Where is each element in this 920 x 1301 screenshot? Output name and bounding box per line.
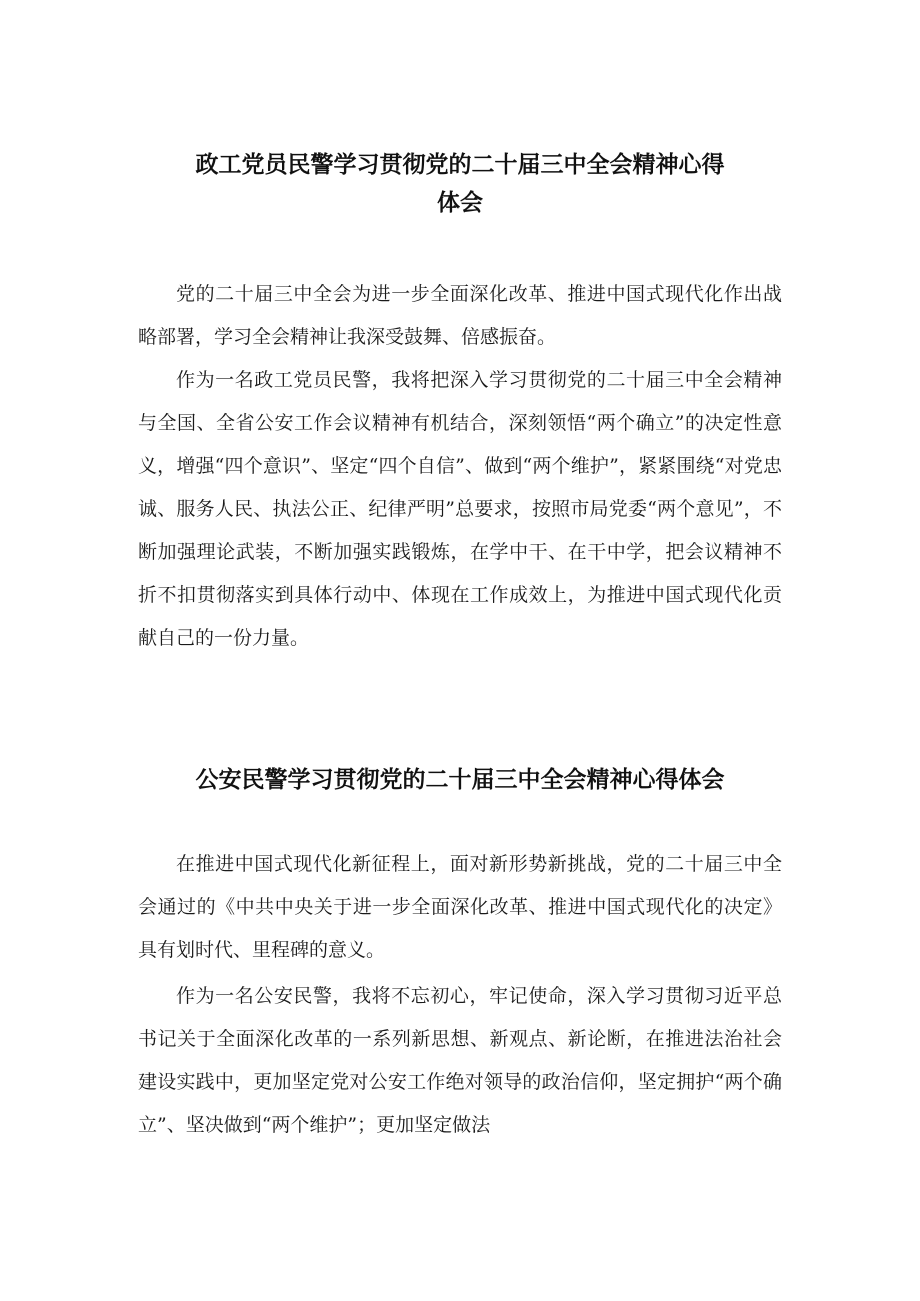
- section1-paragraph-1: 党的二十届三中全会为进一步全面深化改革、推进中国式现代化作出战略部署，学习全会精神让我深受鼓舞、倍感振奋。: [138, 283, 782, 348]
- section1-title: [138, 146, 782, 222]
- section1-title-line2: 体会: [437, 190, 483, 216]
- section2-title: [138, 761, 782, 799]
- section1-paragraph-2: 作为一名政工党员民警，我将把深入学习贯彻党的二十届三中全会精神与全国、全省公安工作会议精神有机结合，深刻领悟“两个确立”的决定性意义，增强“四个意识”、坚定“四个自信”、做到“两个维护”，紧紧围绕“对党忠诚、服务人民、执法公正、纪律严明”总要求，按照市局党委“两个意见”，不断加强理论武装，不断加强实践锻炼，在学中干、在干中学，把会议精神不折不扣贯彻落实到具体行动中、体现在工作成效上，为推进中国式现代化贡献自己的一份力量。: [138, 369, 782, 649]
- section2-paragraph-2: 作为一名公安民警，我将不忘初心，牢记使命，深入学习贯彻习近平总书记关于全面深化改革的一系列新思想、新观点、新论断，在推进法治社会建设实践中，更加坚定党对公安工作绝对领导的政治信仰，坚定拥护“两个确立”、坚决做到“两个维护”；更加坚定做法: [138, 985, 782, 1136]
- section1-title-line1: 政工党员民警学习贯彻党的二十届三中全会精神心得: [195, 152, 725, 178]
- section2-paragraph-1: 在推进中国式现代化新征程上，面对新形势新挑战，党的二十届三中全会通过的《中共中央关于进一步全面深化改革、推进中国式现代化的决定》具有划时代、里程碑的意义。: [138, 853, 782, 961]
- section2-title-text: 公安民警学习贯彻党的二十届三中全会精神心得体会: [195, 767, 725, 793]
